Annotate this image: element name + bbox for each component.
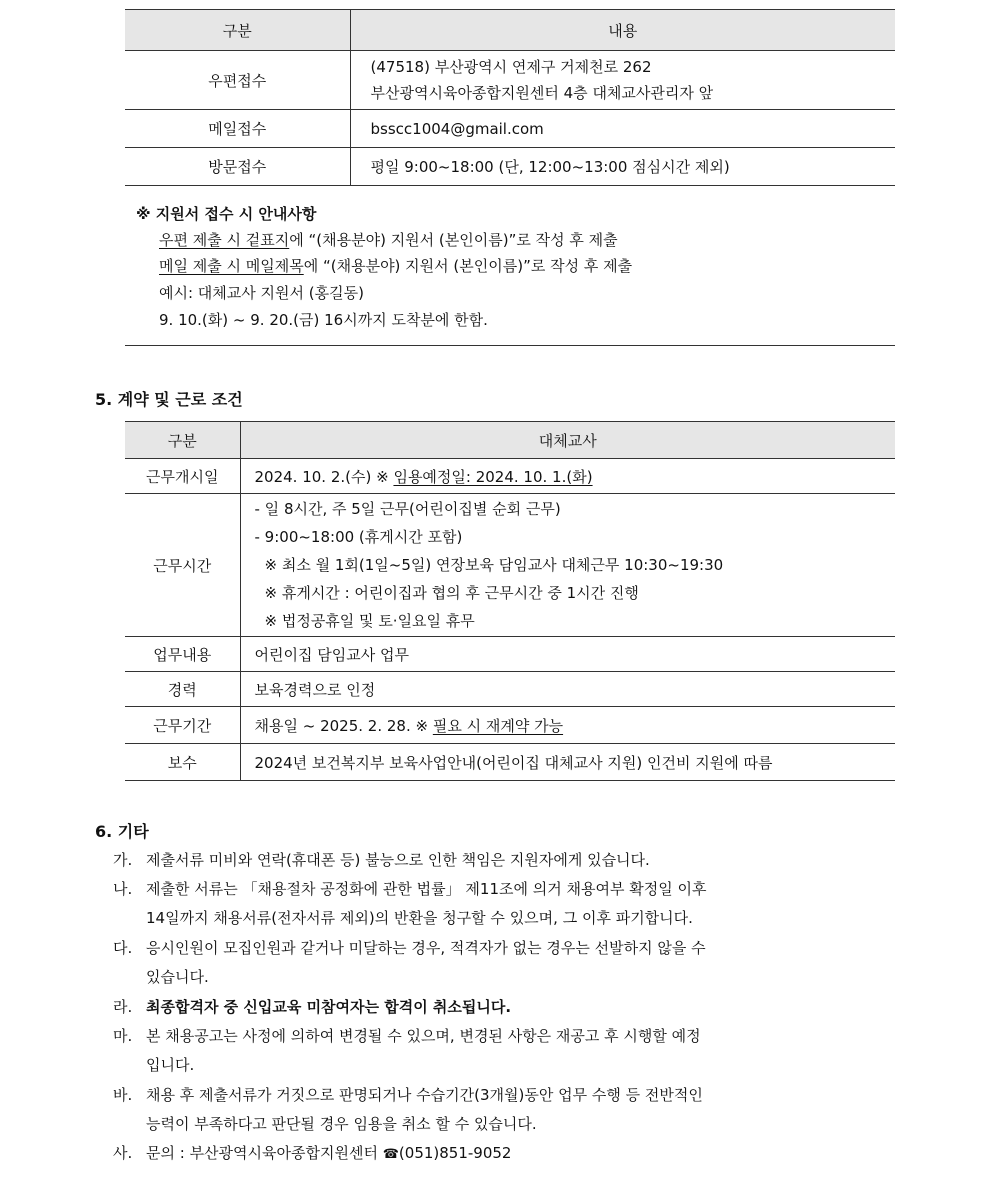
notice-line: 9. 10.(화) ~ 9. 20.(금) 16시까지 도착분에 한함. [159, 311, 488, 329]
row-value [240, 459, 895, 494]
hours-line: - 9:00~18:00 (휴게시간 포함) [254, 528, 463, 546]
notice-underlined: 메일 제출 시 메일제목 [159, 257, 304, 275]
table-header-category: 구분 [125, 422, 240, 459]
submission-notice [125, 197, 895, 346]
item-label: 라. [113, 998, 133, 1016]
list-item [113, 937, 706, 958]
phone-icon: ☎ [382, 1147, 399, 1162]
row-value: 2024년 보건복지부 보육사업안내(어린이집 대체교사 지원) 인건비 지원에 따름 [240, 744, 895, 781]
notice-line: 예시: 대체교사 지원서 (홍길동) [159, 284, 364, 302]
table-row [125, 148, 895, 186]
table-row [125, 51, 895, 110]
renewal-note: 필요 시 재계약 가능 [432, 716, 564, 735]
row-label: 근무기간 [125, 707, 240, 744]
list-item-continuation: 능력이 부족하다고 판단될 경우 임용을 취소 할 수 있습니다. [146, 1115, 537, 1133]
list-item [113, 849, 650, 870]
table-header-substitute: 대체교사 [240, 422, 895, 459]
table-header-content: 내용 [350, 10, 895, 51]
row-label: 근무시간 [125, 494, 240, 637]
table-row [125, 744, 895, 781]
table-row [125, 672, 895, 707]
list-item-continuation: 14일까지 채용서류(전자서류 제외)의 반환을 청구할 수 있으며, 그 이후 파기합니다. [146, 909, 693, 927]
notice-text: 에 “(채용분야) 지원서 (본인이름)”로 작성 후 제출 [289, 231, 618, 249]
postal-address-line: (47518) 부산광역시 연제구 거제천로 262 [370, 58, 652, 76]
row-value [350, 51, 895, 110]
notice-text: 에 “(채용분야) 지원서 (본인이름)”로 작성 후 제출 [303, 257, 633, 275]
postal-address-line: 부산광역시육아종합지원센터 4층 대체교사관리자 앞 [370, 84, 714, 102]
item-label: 바. [113, 1086, 133, 1104]
item-label: 마. [113, 1027, 133, 1045]
list-item-continuation: 입니다. [146, 1056, 195, 1074]
item-text: 제출한 서류는 「채용절차 공정화에 관한 법률」 제11조에 의거 채용여부 확정일 이후 [146, 880, 707, 898]
row-value: 보육경력으로 인정 [240, 672, 895, 707]
item-text: 문의 : 부산광역시육아종합지원센터 [146, 1144, 383, 1162]
row-label: 메일접수 [125, 110, 350, 148]
visit-hours: 평일 9:00~18:00 (단, 12:00~13:00 점심시간 제외) [350, 148, 895, 186]
hours-line: ※ 법정공휴일 및 토·일요일 휴무 [264, 612, 475, 630]
contract-table [125, 421, 895, 781]
section-heading: 5. 계약 및 근로 조건 [95, 390, 243, 409]
table-header-category: 구분 [125, 10, 350, 51]
list-item [113, 878, 706, 899]
start-date: 2024. 10. 2.(수) ※ [254, 467, 394, 486]
item-text: 본 채용공고는 사정에 의하여 변경될 수 있으며, 변경된 사항은 재공고 후 시행할 예정 [146, 1027, 701, 1045]
item-label: 다. [113, 939, 133, 957]
appointment-date: 임용예정일: 2024. 10. 1.(화) [393, 467, 593, 486]
hours-line: - 일 8시간, 주 5일 근무(어린이집별 순회 근무) [254, 500, 561, 518]
phone-number: (051)851-9052 [398, 1144, 512, 1162]
hours-line: ※ 휴게시간 : 어린이집과 협의 후 근무시간 중 1시간 진행 [264, 584, 639, 602]
row-value: 어린이집 담임교사 업무 [240, 637, 895, 672]
email-address: bsscc1004@gmail.com [350, 110, 895, 148]
table-row [125, 110, 895, 148]
item-text: 채용 후 제출서류가 거짓으로 판명되거나 수습기간(3개월)동안 업무 수행 등 전반적인 [146, 1086, 703, 1104]
table-row [125, 707, 895, 744]
list-item [113, 1025, 701, 1046]
item-text: 응시인원이 모집인원과 같거나 미달하는 경우, 적격자가 없는 경우는 선발하지 않을 수 [146, 939, 706, 957]
notice-line [159, 229, 618, 250]
hours-line: ※ 최소 월 1회(1일~5일) 연장보육 담임교사 대체근무 10:30~19:30 [264, 556, 724, 574]
item-label: 가. [113, 851, 133, 869]
item-label: 사. [113, 1144, 133, 1162]
list-item-continuation: 있습니다. [146, 968, 209, 986]
period-text: 채용일 ~ 2025. 2. 28. ※ [254, 716, 433, 735]
item-text: 제출서류 미비와 연락(휴대폰 등) 불능으로 인한 책임은 지원자에게 있습니다. [146, 851, 650, 869]
table-row [125, 494, 895, 637]
submission-table [125, 9, 895, 186]
item-label: 나. [113, 880, 133, 898]
list-item [113, 1084, 703, 1105]
section-heading: 6. 기타 [95, 822, 149, 841]
item-text-bold: 최종합격자 중 신입교육 미참여자는 합격이 취소됩니다. [146, 998, 512, 1016]
list-item [113, 1142, 511, 1163]
list-item [113, 996, 511, 1017]
row-label: 경력 [125, 672, 240, 707]
row-label: 방문접수 [125, 148, 350, 186]
row-label: 보수 [125, 744, 240, 781]
table-row [125, 637, 895, 672]
row-label: 업무내용 [125, 637, 240, 672]
row-label: 우편접수 [125, 51, 350, 110]
row-label: 근무개시일 [125, 459, 240, 494]
notice-title: ※ 지원서 접수 시 안내사항 [136, 205, 317, 223]
notice-line [159, 255, 632, 276]
notice-underlined: 우편 제출 시 겉표지 [159, 231, 290, 249]
row-value [240, 494, 895, 637]
table-row [125, 459, 895, 494]
row-value [240, 707, 895, 744]
